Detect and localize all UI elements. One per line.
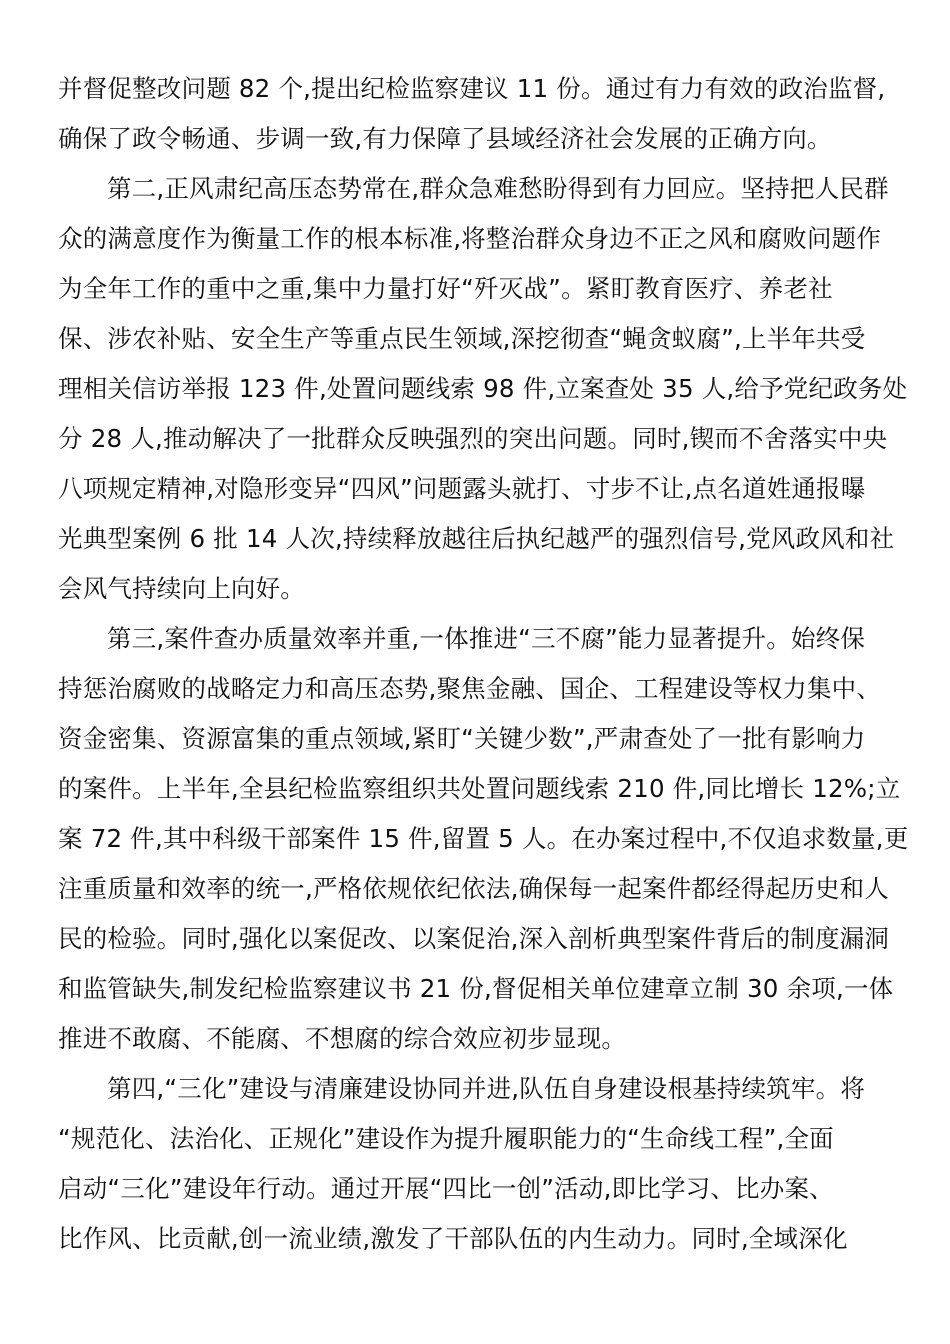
text-line: 并督促整改问题 82 个,提出纪检监察建议 11 份。通过有力有效的政治监督,	[58, 74, 886, 103]
paragraph-political-supervision	[58, 64, 892, 164]
text-line: 第二,正风肃纪高压态势常在,群众急难愁盼得到有力回应。坚持把人民群	[107, 174, 889, 203]
paragraph-third-point	[58, 614, 909, 1064]
text-line: 理相关信访举报 123 件,处置问题线索 98 件,立案查处 35 人,给予党纪政务处	[58, 374, 908, 403]
text-line: 推进不敢腐、不能腐、不想腐的综合效应初步显现。	[58, 1024, 627, 1053]
text-line: 确保了政令畅通、步调一致,有力保障了县域经济社会发展的正确方向。	[58, 124, 832, 153]
text-line: 众的满意度作为衡量工作的根本标准,将整治群众身边不正之风和腐败问题作	[58, 224, 882, 253]
text-line: 比作风、比贡献,创一流业绩,激发了干部队伍的内生动力。同时,全域深化	[58, 1224, 848, 1253]
text-line: 为全年工作的重中之重,集中力量打好“歼灭战”。紧盯教育医疗、养老社	[58, 274, 833, 303]
text-line: 光典型案例 6 批 14 人次,持续释放越往后执纪越严的强烈信号,党风政风和社	[58, 524, 895, 553]
text-line: 保、涉农补贴、安全生产等重点民生领域,深挖彻查“蝇贪蚁腐”,上半年共受	[58, 324, 866, 353]
text-line: 第三,案件查办质量效率并重,一体推进“三不腐”能力显著提升。始终保	[107, 624, 866, 653]
text-line: “规范化、法治化、正规化”建设作为提升履职能力的“生命线工程”,全面	[58, 1124, 834, 1153]
document-page	[58, 64, 909, 1264]
text-line: 第四,“三化”建设与清廉建设协同并进,队伍自身建设根基持续筑牢。将	[107, 1074, 866, 1103]
text-line: 注重质量和效率的统一,严格依规依纪依法,确保每一起案件都经得起历史和人	[58, 874, 890, 903]
text-line: 启动“三化”建设年行动。通过开展“四比一创”活动,即比学习、比办案、	[58, 1174, 834, 1203]
text-line: 持惩治腐败的战略定力和高压态势,聚焦金融、国企、工程建设等权力集中、	[58, 674, 882, 703]
text-line: 和监管缺失,制发纪检监察建议书 21 份,督促相关单位建章立制 30 余项,一体	[58, 974, 894, 1003]
paragraph-fourth-point	[58, 1064, 892, 1264]
text-line: 分 28 人,推动解决了一批群众反映强烈的突出问题。同时,锲而不舍落实中央	[58, 424, 888, 453]
paragraph-second-point	[58, 164, 908, 614]
text-line: 案 72 件,其中科级干部案件 15 件,留置 5 人。在办案过程中,不仅追求数量,更	[58, 824, 909, 853]
text-line: 会风气持续向上向好。	[58, 574, 305, 603]
text-line: 资金密集、资源富集的重点领域,紧盯“关键少数”,严肃查处了一批有影响力	[58, 724, 866, 753]
text-line: 的案件。上半年,全县纪检监察组织共处置问题线索 210 件,同比增长 12%;立	[58, 774, 901, 803]
text-line: 民的检验。同时,强化以案促改、以案促治,深入剖析典型案件背后的制度漏洞	[58, 924, 890, 953]
text-line: 八项规定精神,对隐形变异“四风”问题露头就打、寸步不让,点名道姓通报曝	[58, 474, 866, 503]
